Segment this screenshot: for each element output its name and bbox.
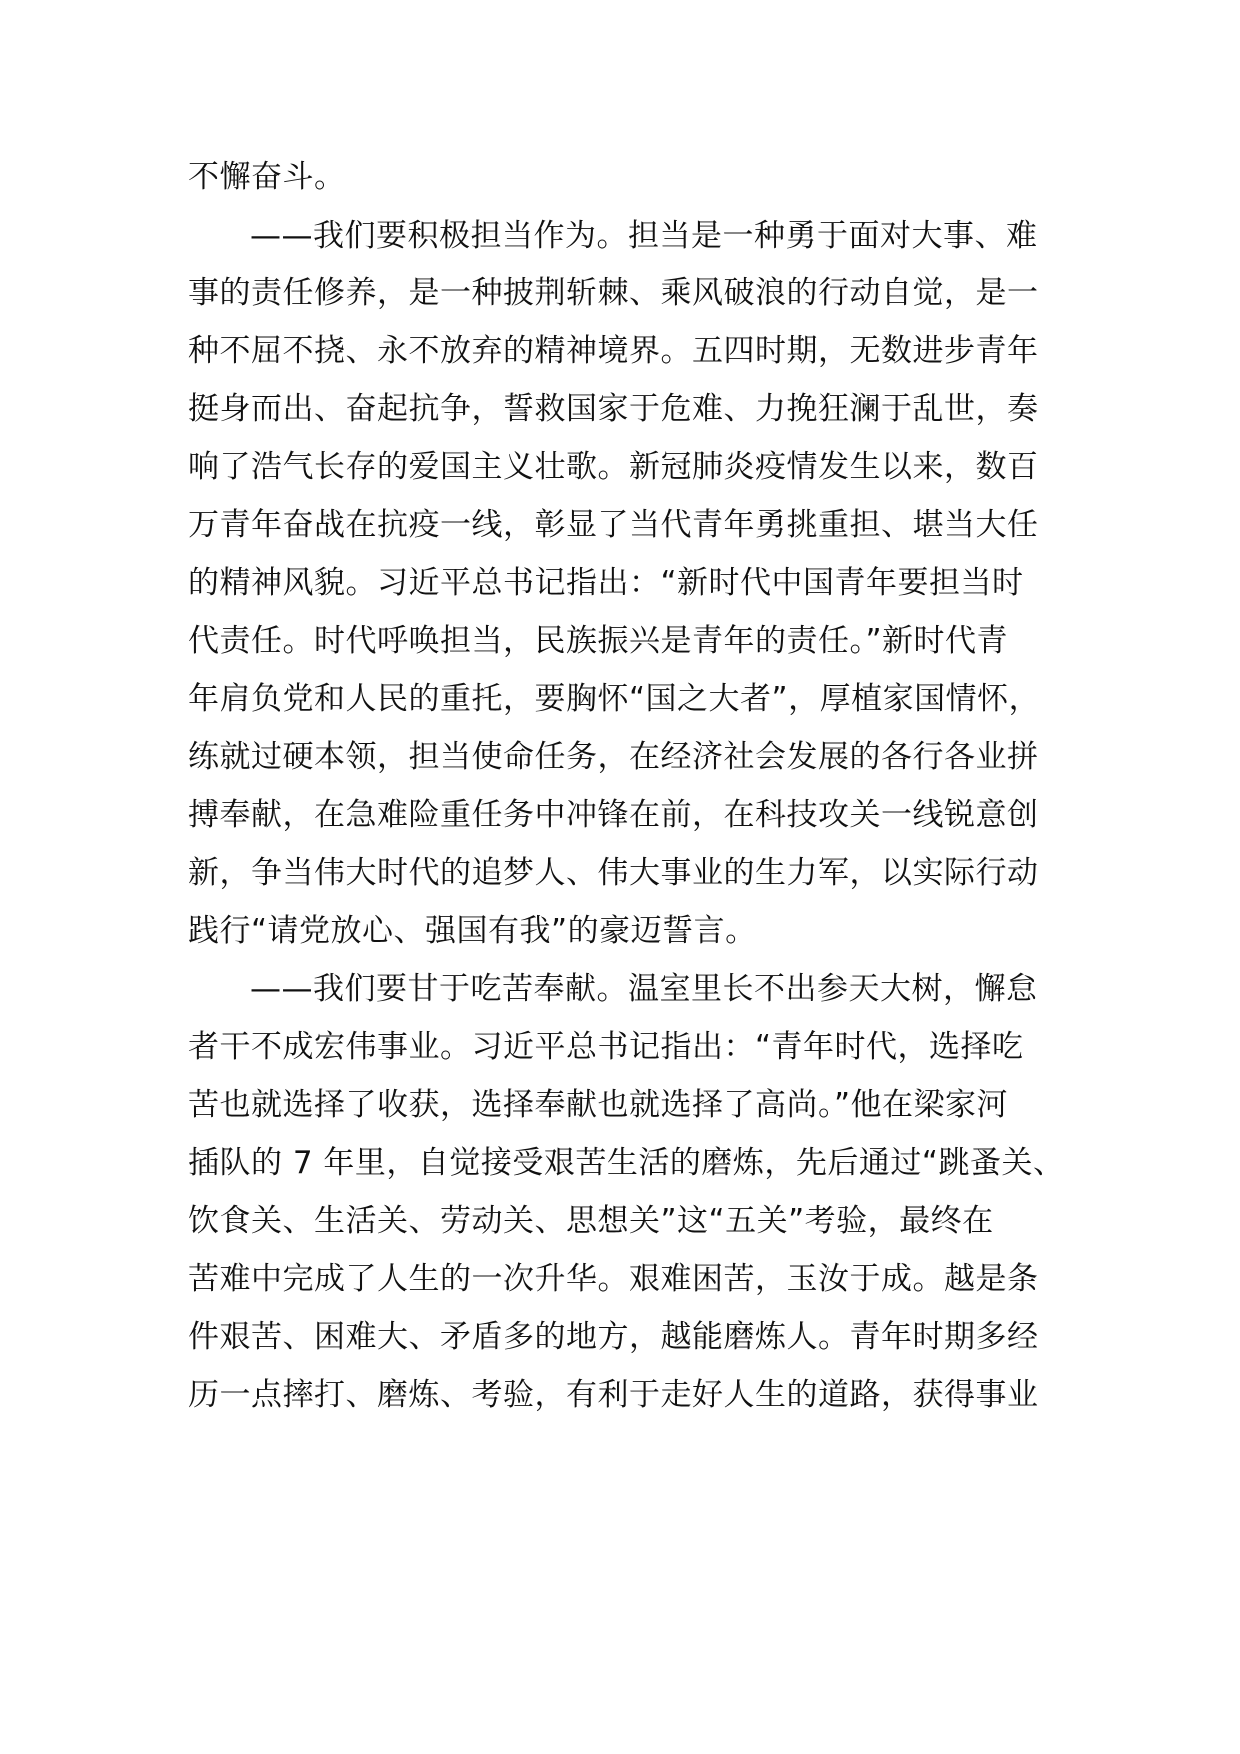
text-line: 年肩负党和人民的重托，要胸怀“国之大者”，厚植家国情怀， xyxy=(188,681,1041,717)
text-line: 练就过硬本领，担当使命任务，在经济社会发展的各行各业拼 xyxy=(188,739,1039,775)
paragraph-first-line: ——我们要甘于吃苦奉献。温室里长不出参天大树，懈怠 xyxy=(250,971,1038,1007)
text-line: 插队的 7 年里，自觉接受艰苦生活的磨炼，先后通过“跳蚤关、 xyxy=(188,1145,1065,1181)
text-line: 代责任。时代呼唤担当，民族振兴是青年的责任。”新时代青 xyxy=(188,623,1009,659)
text-line: 搏奉献，在急难险重任务中冲锋在前，在科技攻关一线锐意创 xyxy=(188,797,1039,833)
text-line: 事的责任修养，是一种披荆斩棘、乘风破浪的行动自觉，是一 xyxy=(188,275,1039,311)
text-line: 新，争当伟大时代的追梦人、伟大事业的生力军，以实际行动 xyxy=(188,855,1039,891)
paragraph-first-line: ——我们要积极担当作为。担当是一种勇于面对大事、难 xyxy=(250,218,1038,254)
text-line: 者干不成宏伟事业。习近平总书记指出：“青年时代，选择吃 xyxy=(188,1029,1024,1065)
text-line: 种不屈不挠、永不放弃的精神境界。五四时期，无数进步青年 xyxy=(188,333,1039,369)
text-line: 饮食关、生活关、劳动关、思想关”这“五关”考验，最终在 xyxy=(188,1203,994,1239)
text-line: 万青年奋战在抗疫一线，彰显了当代青年勇挑重担、堪当大任 xyxy=(188,507,1039,543)
text-line: 挺身而出、奋起抗争，誓救国家于危难、力挽狂澜于乱世，奏 xyxy=(188,391,1039,427)
text-line: 不懈奋斗。 xyxy=(188,159,346,195)
text-line: 响了浩气长存的爱国主义壮歌。新冠肺炎疫情发生以来，数百 xyxy=(188,449,1039,485)
text-line: 苦也就选择了收获，选择奉献也就选择了高尚。”他在梁家河 xyxy=(188,1087,1009,1123)
text-line: 苦难中完成了人生的一次升华。艰难困苦，玉汝于成。越是条 xyxy=(188,1261,1039,1297)
text-line: 历一点摔打、磨炼、考验，有利于走好人生的道路，获得事业 xyxy=(188,1377,1039,1413)
text-line: 践行“请党放心、强国有我”的豪迈誓言。 xyxy=(188,913,757,949)
text-line: 的精神风貌。习近平总书记指出：“新时代中国青年要担当时 xyxy=(188,565,1024,601)
text-line: 件艰苦、困难大、矛盾多的地方，越能磨炼人。青年时期多经 xyxy=(188,1319,1039,1355)
